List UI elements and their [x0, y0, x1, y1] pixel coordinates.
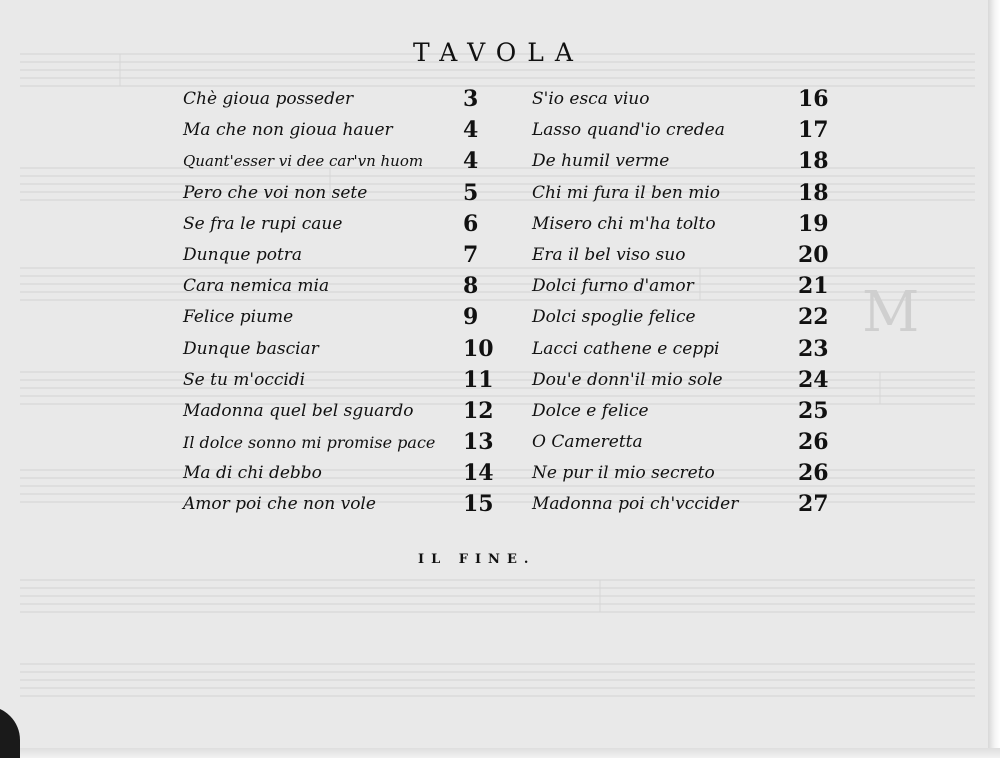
entry-page-number: 12: [463, 397, 494, 424]
index-entry: [532, 240, 832, 271]
entry-title: Ma che non gioua hauer: [183, 120, 393, 141]
index-entry: [183, 427, 494, 458]
entry-title: S'io esca viuo: [532, 89, 650, 109]
entry-page-number: 25: [798, 397, 829, 424]
entry-page-number: 22: [798, 304, 829, 331]
entry-title: De humil verme: [532, 151, 670, 172]
index-entry: [532, 209, 832, 240]
index-column-left: [183, 84, 494, 521]
entry-title: Chè gioua posseder: [183, 89, 354, 109]
entry-page-number: 17: [798, 117, 829, 144]
bleed-through-initial: M: [862, 280, 920, 345]
entry-page-number: 26: [798, 460, 829, 487]
colophon-il-fine: IL FINE.: [418, 552, 536, 567]
page-right-edge: [988, 0, 1000, 758]
entry-page-number: 6: [463, 210, 479, 237]
entry-title: Pero che voi non sete: [183, 182, 368, 203]
entry-title: O Cameretta: [532, 432, 643, 453]
index-entry: [183, 458, 494, 489]
entry-title: Madonna poi ch'vccider: [532, 494, 739, 515]
entry-page-number: 10: [463, 335, 494, 362]
index-entry: [532, 458, 832, 489]
entry-page-number: 9: [463, 304, 479, 331]
entry-page-number: 15: [463, 491, 494, 518]
index-entry: [183, 365, 494, 396]
entry-title: Ne pur il mio secreto: [532, 463, 715, 484]
entry-title: Dolci furno d'amor: [532, 276, 694, 297]
entry-title: Dunque basciar: [183, 338, 319, 359]
entry-title: Se fra le rupi caue: [183, 213, 343, 234]
entry-title: Era il bel viso suo: [532, 244, 686, 265]
index-entry: [183, 84, 483, 115]
entry-page-number: 7: [463, 241, 479, 268]
entry-title: Dolci spoglie felice: [532, 307, 696, 328]
index-entry: [183, 115, 483, 146]
entry-title: Felice piume: [183, 307, 294, 328]
index-entry: [532, 146, 832, 177]
entry-title: Ma di chi debbo: [183, 463, 322, 484]
entry-page-number: 21: [798, 273, 829, 300]
entry-page-number: 14: [463, 460, 494, 487]
entry-page-number: 16: [798, 86, 829, 112]
index-entry: [532, 396, 832, 427]
entry-page-number: 4: [463, 117, 479, 144]
entry-title: Lasso quand'io credea: [532, 120, 725, 141]
entry-title: Chi mi fura il ben mio: [532, 182, 721, 203]
entry-title: Quant'esser vi dee car'vn huom: [183, 152, 424, 171]
index-entry: [532, 302, 832, 333]
index-entry: [532, 271, 832, 302]
entry-title: Il dolce sonno mi promise pace: [183, 433, 436, 453]
page-title: TAVOLA: [413, 38, 584, 67]
entry-page-number: 24: [798, 366, 829, 393]
index-entry: [183, 302, 483, 333]
entry-page-number: 19: [798, 210, 829, 237]
index-entry: [183, 178, 483, 209]
page-bottom-edge: [0, 748, 1000, 758]
index-entry: [532, 427, 832, 458]
index-entry: [183, 489, 494, 520]
entry-title: Se tu m'occidi: [183, 369, 306, 390]
index-entry: [532, 334, 832, 365]
index-entry: [532, 489, 832, 520]
entry-page-number: 26: [798, 429, 829, 456]
entry-page-number: 18: [798, 148, 829, 175]
index-entry: [183, 334, 494, 365]
index-entry: [532, 84, 832, 115]
entry-page-number: 11: [463, 366, 494, 393]
index-entry: [183, 209, 483, 240]
entry-page-number: 8: [463, 273, 479, 300]
entry-page-number: 18: [798, 179, 829, 206]
entry-title: Dolce e felice: [532, 400, 649, 421]
entry-page-number: 4: [463, 148, 479, 175]
entry-page-number: 3: [463, 86, 479, 112]
entry-title: Cara nemica mia: [183, 276, 330, 297]
entry-title: Madonna quel bel sguardo: [183, 400, 414, 421]
entry-page-number: 13: [463, 429, 494, 456]
index-entry: [183, 271, 483, 302]
index-entry: [183, 146, 483, 177]
entry-page-number: 5: [463, 179, 479, 206]
entry-title: Dou'e donn'il mio sole: [532, 369, 723, 390]
index-entry: [183, 240, 483, 271]
index-entry: [183, 396, 494, 427]
entry-title: Dunque potra: [183, 244, 303, 265]
entry-title: Lacci cathene e ceppi: [532, 338, 720, 359]
index-entry: [532, 115, 832, 146]
entry-title: Amor poi che non vole: [183, 494, 376, 515]
entry-page-number: 20: [798, 241, 829, 268]
index-column-right: [532, 84, 832, 521]
entry-title: Misero chi m'ha tolto: [532, 213, 716, 234]
index-entry: [532, 178, 832, 209]
entry-page-number: 23: [798, 335, 829, 362]
entry-page-number: 27: [798, 491, 829, 518]
index-entry: [532, 365, 832, 396]
